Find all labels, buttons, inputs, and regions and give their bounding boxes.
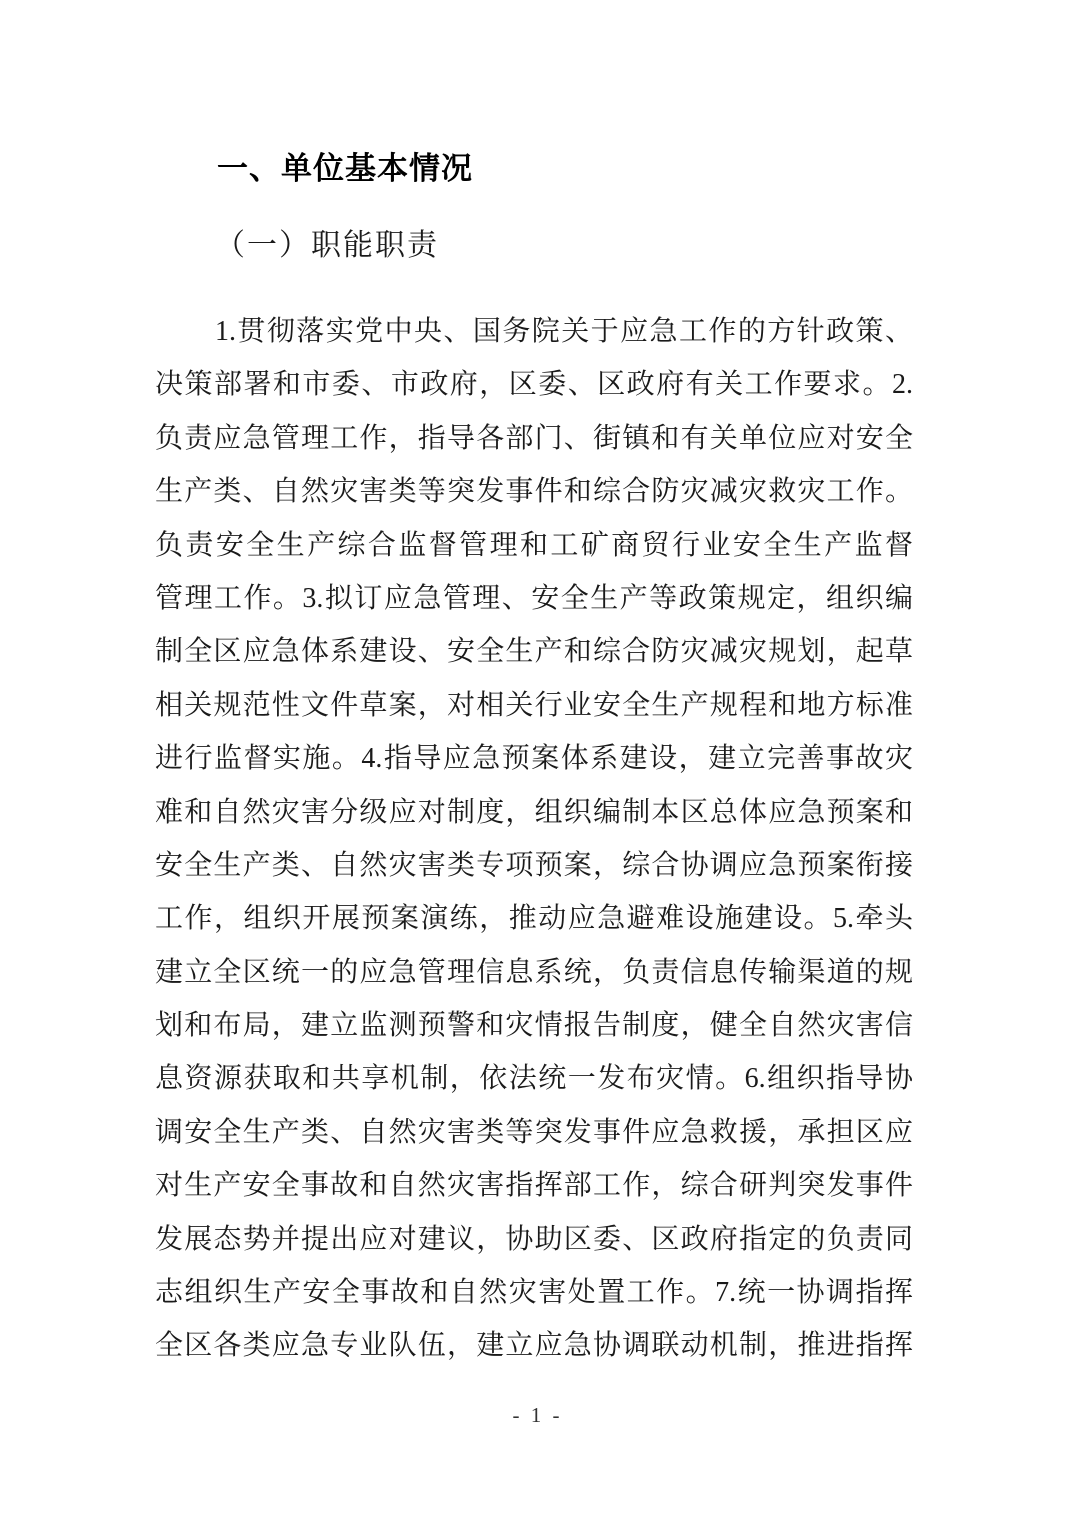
paragraph-line: 难和自然灾害分级应对制度，组织编制本区总体应急预案和 xyxy=(155,796,913,828)
paragraph-line: 1.贯彻落实党中央、国务院关于应急工作的方针政策、 xyxy=(215,316,913,347)
paragraph-line: 负责安全生产综合监督管理和工矿商贸行业安全生产监督 xyxy=(155,529,913,561)
paragraph-line: 相关规范性文件草案，对相关行业安全生产规程和地方标准 xyxy=(155,689,913,721)
paragraph-line: 负责应急管理工作，指导各部门、街镇和有关单位应对安全 xyxy=(155,422,913,454)
paragraph-line: 进行监督实施。4.指导应急预案体系建设，建立完善事故灾 xyxy=(155,743,913,775)
subsection-heading: （一）职能职责 xyxy=(215,229,439,262)
paragraph-line: 对生产安全事故和自然灾害指挥部工作，综合研判突发事件 xyxy=(155,1170,913,1202)
paragraph-line: 工作，组织开展预案演练，推动应急避难设施建设。5.牵头 xyxy=(155,903,913,935)
paragraph-line: 全区各类应急专业队伍，建立应急协调联动机制，推进指挥 xyxy=(155,1330,913,1362)
paragraph-line: 安全生产类、自然灾害类专项预案，综合协调应急预案衔接 xyxy=(155,849,913,881)
body-paragraph xyxy=(155,305,913,1373)
paragraph-line: 息资源获取和共享机制，依法统一发布灾情。6.组织指导协 xyxy=(155,1063,913,1095)
paragraph-line: 建立全区统一的应急管理信息系统，负责信息传输渠道的规 xyxy=(155,956,913,988)
paragraph-line: 调安全生产类、自然灾害类等突发事件应急救援，承担区应 xyxy=(155,1116,913,1148)
page-number: - 1 - xyxy=(512,1403,563,1427)
paragraph-line: 划和布局，建立监测预警和灾情报告制度，健全自然灾害信 xyxy=(155,1010,913,1042)
paragraph-line: 生产类、自然灾害类等突发事件和综合防灾减灾救灾工作。 xyxy=(155,476,913,508)
paragraph-line: 发展态势并提出应对建议，协助区委、区政府指定的负责同 xyxy=(155,1223,913,1255)
paragraph-line: 制全区应急体系建设、安全生产和综合防灾减灾规划，起草 xyxy=(155,636,913,668)
section-heading: 一、单位基本情况 xyxy=(217,151,473,186)
paragraph-line: 决策部署和市委、市政府，区委、区政府有关工作要求。2. xyxy=(155,369,913,401)
paragraph-line: 管理工作。3.拟订应急管理、安全生产等政策规定，组织编 xyxy=(155,582,913,614)
paragraph-line: 志组织生产安全事故和自然灾害处置工作。7.统一协调指挥 xyxy=(155,1277,913,1309)
